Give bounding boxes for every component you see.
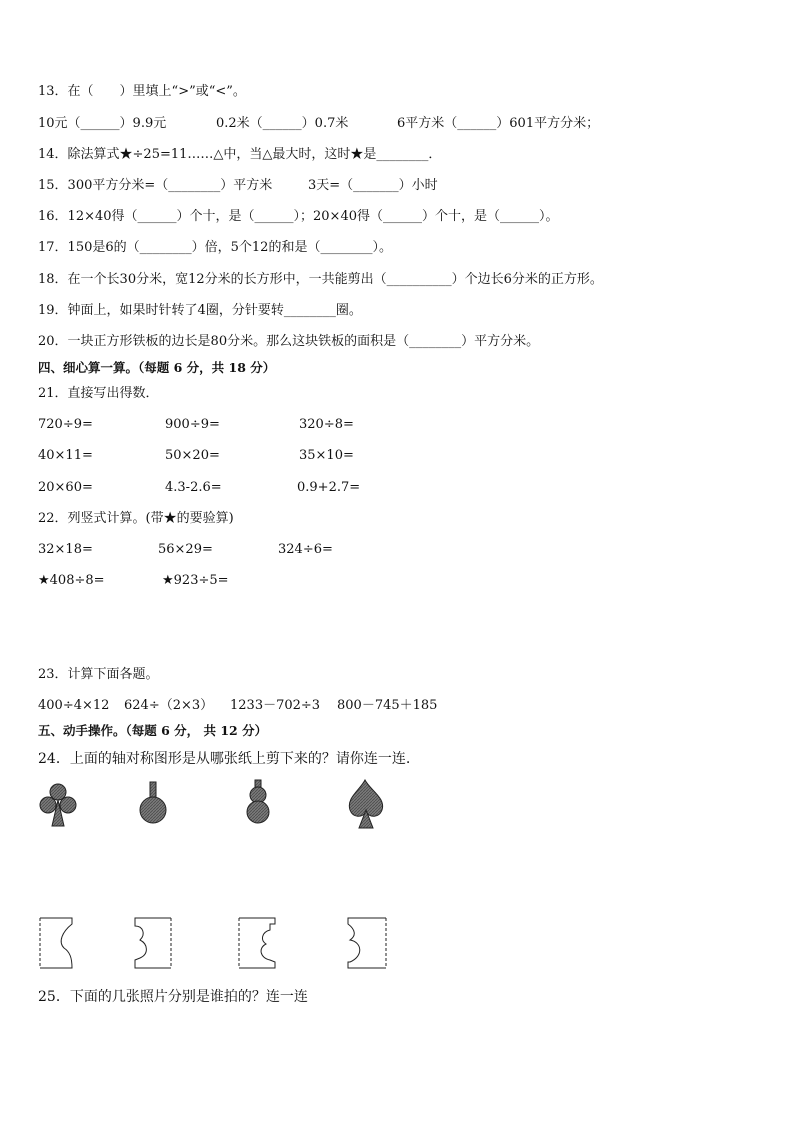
q21-r3-c3: 0.9+2.7= [297,480,361,495]
section4-title: 四、细心算一算。（每题 6 分，共 18 分） [38,360,276,375]
q21-r1-c3: 320÷8= [299,417,354,432]
q13-item-1: 10元（______）9.9元 [38,116,167,131]
q21-r3-c2: 4.3-2.6= [165,480,222,495]
q13-prompt: 13．在（ ）里填上“>”或“<”。 [38,84,246,99]
q17: 17．150是6的（________）倍，5个12的和是（________）。 [38,240,392,255]
q23-item-3: 1233－702÷3 [230,698,321,713]
q18: 18．在一个长30分米，宽12分米的长方形中，一共能剪出（__________）个边长6分米的正方形。 [38,272,603,287]
q22-r1-c1: 32×18= [38,542,93,557]
gourd-shape [247,780,269,823]
q21-prompt: 21．直接写出得数． [38,386,159,401]
q23-item-4: 800－745＋185 [337,698,438,713]
q25-prompt: 25．下面的几张照片分别是谁拍的？连一连 [38,989,308,1005]
q24-prompt: 24．上面的轴对称图形是从哪张纸上剪下来的？请你连一连. [38,751,411,767]
spade-shape [349,780,382,828]
q21-r1-c2: 900÷9= [165,417,220,432]
q21-r1-c1: 720÷9= [38,417,93,432]
q14: 14．除法算式★÷25=11……△中，当△最大时，这时★是________． [38,147,442,162]
q19: 19．钟面上，如果时针转了4圈，分针要转________圈。 [38,303,362,318]
q20: 20．一块正方形铁板的边长是80分米。那么这块铁板的面积是（________）平方分米。 [38,334,540,349]
club-shape [40,784,76,826]
q15-part-2: 3天=（_______）小时 [308,178,438,193]
q21-r2-c1: 40×11= [38,448,93,463]
paper-cut-1 [40,918,72,968]
paper-cut-2 [135,918,171,968]
paper-cut-4 [348,918,386,968]
q21-r2-c3: 35×10= [299,448,354,463]
q23-item-2: 624÷（2×3） [124,698,214,713]
q13-item-3: 6平方米（______）601平方分米； [397,116,600,131]
q22-r2-c2: ★923÷5= [162,573,229,588]
q15-part-1: 15．300平方分米=（________）平方米 [38,178,273,193]
q21-r3-c1: 20×60= [38,480,93,495]
q13-item-2: 0.2米（______）0.7米 [216,116,349,131]
q23-prompt: 23．计算下面各题。 [38,667,159,682]
q22-prompt: 22．列竖式计算。(带★的要验算) [38,511,234,526]
q22-r1-c2: 56×29= [158,542,213,557]
section5-title: 五、动手操作。（每题 6 分， 共 12 分） [38,723,268,738]
q22-r2-c1: ★408÷8= [38,573,105,588]
q21-r2-c2: 50×20= [165,448,220,463]
paper-cut-3 [239,918,275,968]
keyhole-shape [140,782,166,823]
q22-r1-c3: 324÷6= [278,542,333,557]
q16: 16．12×40得（______）个十，是（______）；20×40得（______）个十，是（______）。 [38,209,559,224]
q23-item-1: 400÷4×12 [38,698,110,713]
